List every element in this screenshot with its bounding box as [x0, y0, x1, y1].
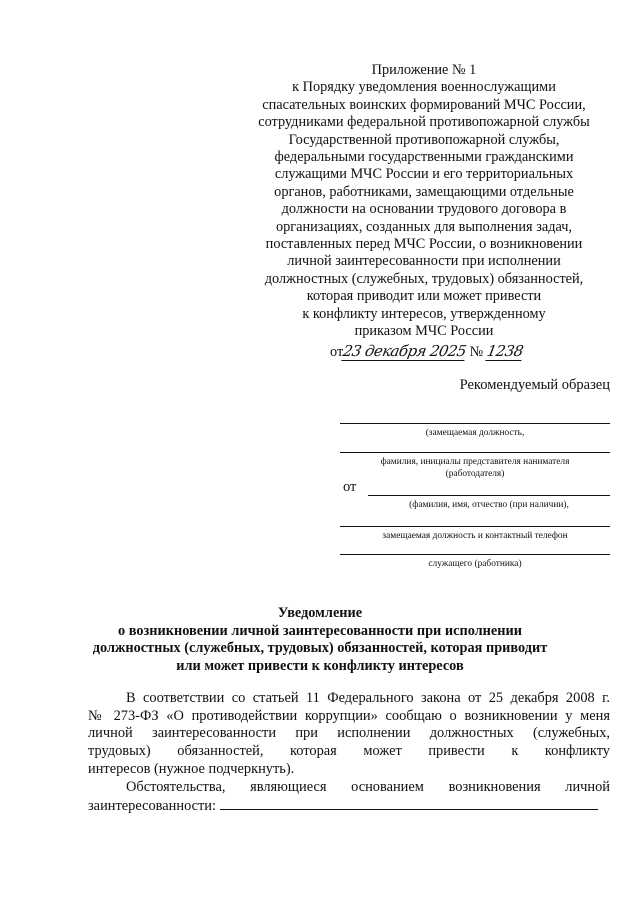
caption-employer: фамилия, инициалы представителя нанимателя — [380, 457, 570, 467]
appendix-line: органов, работниками, замещающими отдельные — [274, 183, 574, 200]
from-label: от — [343, 479, 357, 495]
appendix-line: поставленных перед МЧС России, о возникновении — [265, 236, 583, 253]
basis-input-field[interactable] — [220, 796, 598, 810]
paragraph-2 — [88, 779, 610, 816]
appendix-header — [240, 62, 608, 341]
employer-field[interactable] — [340, 452, 610, 453]
handwritten-number: 1238 — [485, 342, 525, 360]
title-line: должностных (служебных, трудовых) обязанностей, которая приводит — [92, 640, 548, 657]
appendix-line: Государственной противопожарной службы, — [288, 131, 560, 148]
notification-title — [60, 605, 580, 675]
date-prefix: от — [330, 344, 344, 360]
caption-employer-2: (работодателя) — [445, 469, 505, 479]
body-line: В соответствии со статьей 11 Федерального закона от 25 декабря 2008 г. — [126, 690, 610, 706]
paragraph-1 — [88, 690, 610, 779]
recommended-sample-label: Рекомендуемый образец — [459, 377, 610, 393]
body-line: № 273-ФЗ «О противодействии коррупции» сообщаю о возникновении у меня — [88, 707, 610, 724]
full-name-field[interactable] — [368, 495, 610, 496]
appendix-line: приказом МЧС России — [354, 323, 494, 340]
title-line: Уведомление — [277, 605, 363, 621]
notification-body — [88, 690, 610, 816]
number-prefix: № — [469, 344, 484, 360]
appendix-line: к конфликту интересов, утвержденному — [302, 305, 546, 322]
appendix-line: которая приводит или может привести — [306, 288, 542, 305]
appendix-line: сотрудниками федеральной противопожарной службы — [258, 114, 590, 131]
appendix-line: федеральными государственными гражданскими — [274, 149, 574, 166]
order-date-number — [330, 342, 523, 366]
title-line: или может привести к конфликту интересов — [176, 657, 464, 674]
basis-line — [88, 796, 610, 816]
appendix-line: спасательных воинских формирований МЧС России, — [262, 96, 586, 113]
caption-employee: служащего (работника) — [428, 559, 522, 569]
appendix-line: организациях, созданных для выполнения задач, — [275, 218, 573, 235]
caption-contact: замещаемая должность и контактный телефон — [382, 531, 568, 541]
caption-position: (замещаемая должность, — [425, 428, 525, 438]
body-line: Обстоятельства, являющиеся основанием возникновения личной — [126, 778, 610, 795]
appendix-line: служащими МЧС России и его территориальных — [274, 166, 574, 183]
appendix-line: должности на основании трудового договора в — [281, 201, 567, 218]
body-line: личной заинтересованности при исполнении должностных (служебных, — [88, 725, 610, 742]
appendix-line: к Порядку уведомления военнослужащими — [292, 79, 556, 96]
appendix-line: должностных (служебных, трудовых) обязанностей, — [264, 270, 584, 287]
caption-full-name: (фамилия, имя, отчество (при наличии), — [409, 500, 569, 510]
handwritten-date: 23 декабря 2025 — [341, 342, 468, 360]
body-line: интересов (нужное подчеркнуть). — [88, 760, 295, 777]
body-line: трудовых) обязанностей, которая может привести к конфликту — [88, 743, 610, 760]
position-field[interactable] — [340, 423, 610, 424]
basis-label: заинтересованности: — [88, 798, 216, 815]
contact-field[interactable] — [340, 526, 610, 527]
appendix-title: Приложение № 1 — [371, 62, 477, 78]
employee-field[interactable] — [340, 554, 610, 555]
appendix-line: личной заинтересованности при исполнении — [287, 253, 561, 270]
title-line: о возникновении личной заинтересованности при исполнении — [118, 622, 522, 639]
